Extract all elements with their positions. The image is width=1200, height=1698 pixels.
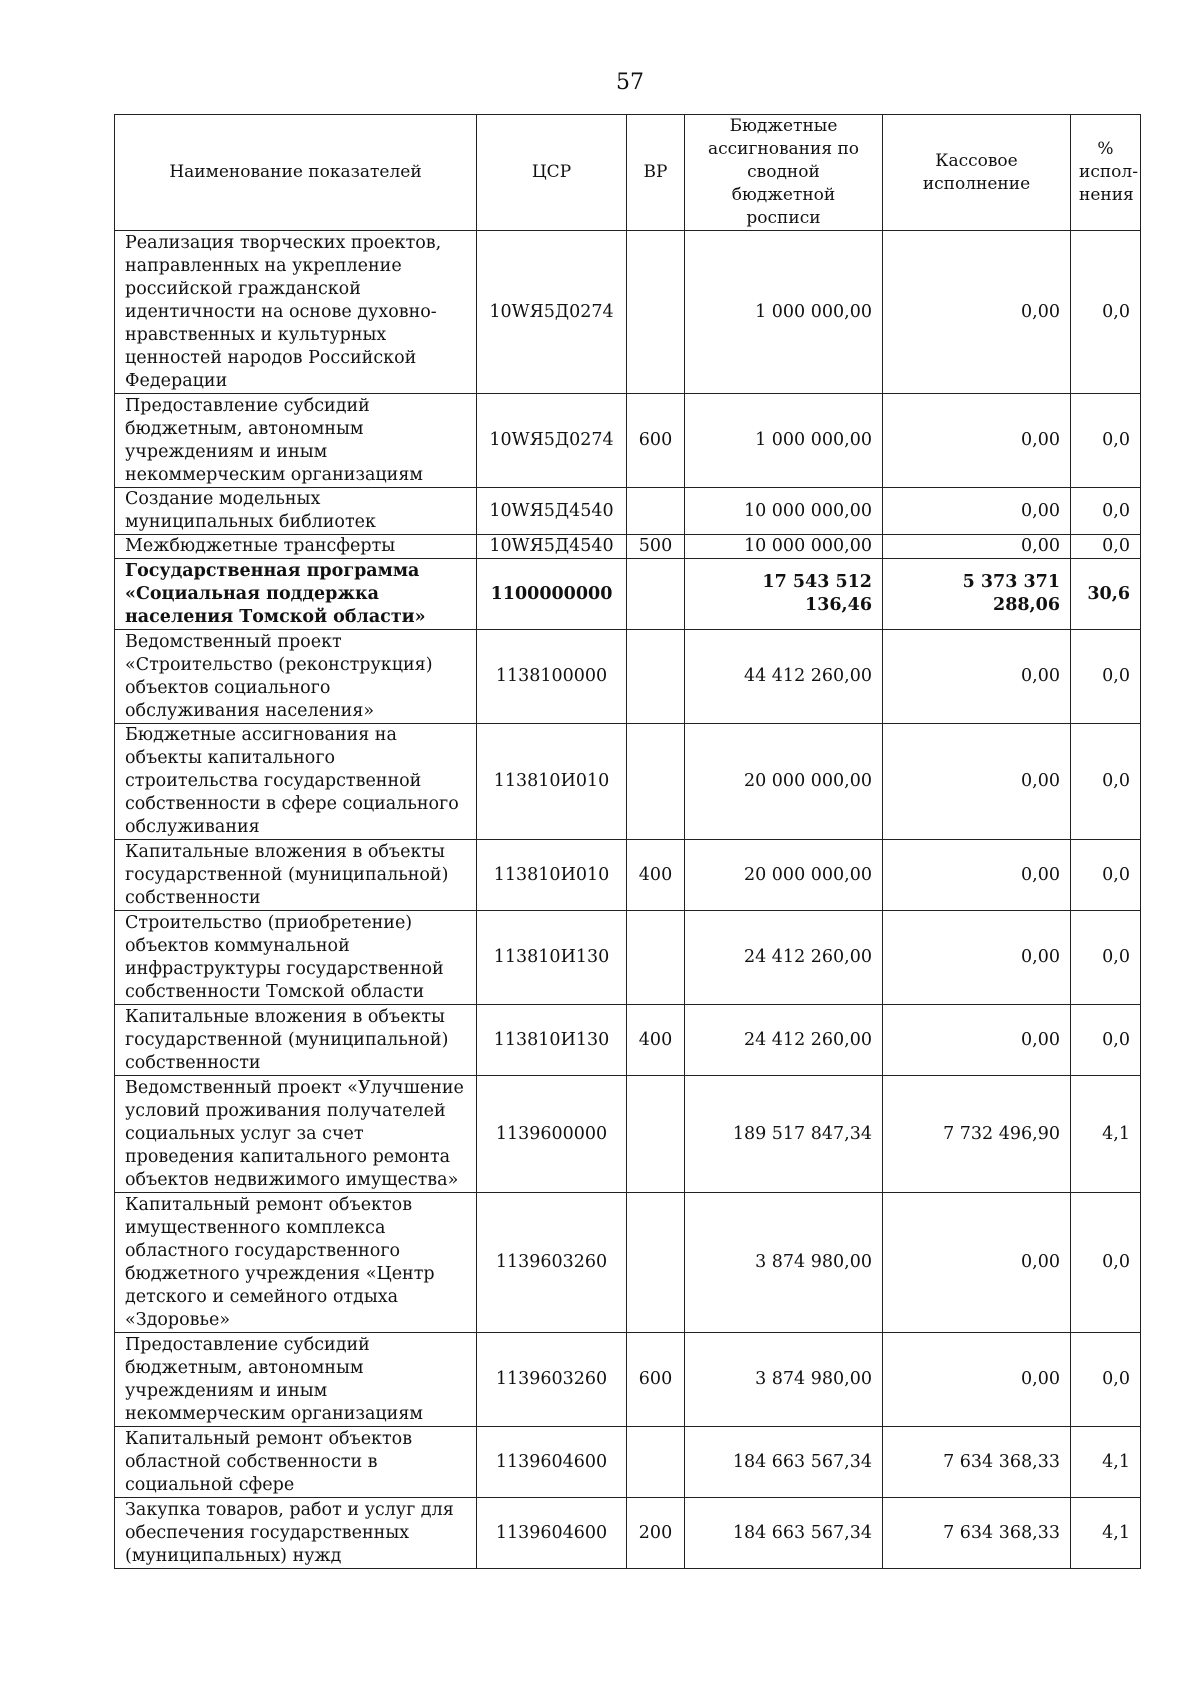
row-budget: 10 000 000,00	[685, 535, 883, 559]
row-cash: 7 634 368,33	[883, 1498, 1071, 1569]
table-row	[115, 724, 1141, 840]
row-name: Реализация творческих проектов, направленных на укрепление российской гражданской идентичности на основе духовно-нравственных и культурных ценностей народов Российской Федерации	[115, 231, 477, 394]
header-percent: % испол-нения	[1071, 115, 1141, 231]
row-csr: 1139604600	[477, 1498, 627, 1569]
table-row	[115, 559, 1141, 630]
row-name: Капитальные вложения в объекты государственной (муниципальной) собственности	[115, 1005, 477, 1076]
row-percent: 0,0	[1071, 1193, 1141, 1333]
row-percent: 4,1	[1071, 1076, 1141, 1193]
row-name: Ведомственный проект «Строительство (реконструкция) объектов социального обслуживания населения»	[115, 630, 477, 724]
row-vr: 600	[627, 1333, 685, 1427]
row-csr: 1139603260	[477, 1333, 627, 1427]
row-vr: 200	[627, 1498, 685, 1569]
row-vr	[627, 559, 685, 630]
row-budget: 20 000 000,00	[685, 724, 883, 840]
row-vr	[627, 1427, 685, 1498]
row-csr: 1139603260	[477, 1193, 627, 1333]
row-vr	[627, 488, 685, 535]
row-budget: 24 412 260,00	[685, 1005, 883, 1076]
row-vr	[627, 911, 685, 1005]
row-csr: 1139600000	[477, 1076, 627, 1193]
row-vr	[627, 231, 685, 394]
table-row	[115, 911, 1141, 1005]
header-csr: ЦСР	[477, 115, 627, 231]
table-row	[115, 488, 1141, 535]
row-name: Создание модельных муниципальных библиотек	[115, 488, 477, 535]
row-cash: 5 373 371 288,06	[883, 559, 1071, 630]
table-row	[115, 535, 1141, 559]
row-vr: 500	[627, 535, 685, 559]
row-percent: 0,0	[1071, 1333, 1141, 1427]
budget-table	[114, 114, 1141, 1569]
row-cash: 0,00	[883, 911, 1071, 1005]
table-row	[115, 1427, 1141, 1498]
row-vr: 400	[627, 840, 685, 911]
row-percent: 0,0	[1071, 630, 1141, 724]
table-row	[115, 1333, 1141, 1427]
row-csr: 10WЯ5Д0274	[477, 231, 627, 394]
row-cash: 7 732 496,90	[883, 1076, 1071, 1193]
row-budget: 1 000 000,00	[685, 394, 883, 488]
row-percent: 0,0	[1071, 535, 1141, 559]
row-budget: 3 874 980,00	[685, 1193, 883, 1333]
table-row	[115, 1076, 1141, 1193]
header-budget: Бюджетные ассигнования по сводной бюджетной росписи	[685, 115, 883, 231]
table-row	[115, 394, 1141, 488]
row-vr	[627, 724, 685, 840]
row-percent: 0,0	[1071, 488, 1141, 535]
row-percent: 0,0	[1071, 911, 1141, 1005]
row-percent: 4,1	[1071, 1427, 1141, 1498]
row-csr: 10WЯ5Д0274	[477, 394, 627, 488]
row-budget: 184 663 567,34	[685, 1498, 883, 1569]
row-budget: 44 412 260,00	[685, 630, 883, 724]
row-vr: 600	[627, 394, 685, 488]
row-percent: 30,6	[1071, 559, 1141, 630]
table-row	[115, 1498, 1141, 1569]
row-csr: 113810И010	[477, 724, 627, 840]
table-row	[115, 1193, 1141, 1333]
row-cash: 0,00	[883, 630, 1071, 724]
row-csr: 10WЯ5Д4540	[477, 535, 627, 559]
header-vr: ВР	[627, 115, 685, 231]
row-budget: 10 000 000,00	[685, 488, 883, 535]
page-number: 57	[616, 70, 644, 95]
row-budget: 3 874 980,00	[685, 1333, 883, 1427]
row-name: Капитальный ремонт объектов областной собственности в социальной сфере	[115, 1427, 477, 1498]
row-vr	[627, 1193, 685, 1333]
row-csr: 113810И010	[477, 840, 627, 911]
row-csr: 1138100000	[477, 630, 627, 724]
row-budget: 17 543 512 136,46	[685, 559, 883, 630]
table-row	[115, 231, 1141, 394]
row-name: Государственная программа «Социальная поддержка населения Томской области»	[115, 559, 477, 630]
row-cash: 0,00	[883, 1193, 1071, 1333]
row-csr: 1100000000	[477, 559, 627, 630]
table-header-row	[115, 115, 1141, 231]
row-percent: 0,0	[1071, 394, 1141, 488]
header-name: Наименование показателей	[115, 115, 477, 231]
row-budget: 184 663 567,34	[685, 1427, 883, 1498]
row-csr: 113810И130	[477, 911, 627, 1005]
row-cash: 0,00	[883, 535, 1071, 559]
table-row	[115, 1005, 1141, 1076]
table-row	[115, 630, 1141, 724]
row-csr: 1139604600	[477, 1427, 627, 1498]
row-cash: 0,00	[883, 231, 1071, 394]
row-percent: 0,0	[1071, 840, 1141, 911]
row-cash: 0,00	[883, 840, 1071, 911]
row-cash: 0,00	[883, 488, 1071, 535]
row-cash: 7 634 368,33	[883, 1427, 1071, 1498]
row-budget: 1 000 000,00	[685, 231, 883, 394]
row-name: Капитальные вложения в объекты государственной (муниципальной) собственности	[115, 840, 477, 911]
row-percent: 0,0	[1071, 1005, 1141, 1076]
row-percent: 4,1	[1071, 1498, 1141, 1569]
row-name: Строительство (приобретение) объектов коммунальной инфраструктуры государственной собственности Томской области	[115, 911, 477, 1005]
header-cash: Кассовое исполнение	[883, 115, 1071, 231]
row-percent: 0,0	[1071, 724, 1141, 840]
row-csr: 113810И130	[477, 1005, 627, 1076]
row-percent: 0,0	[1071, 231, 1141, 394]
row-name: Бюджетные ассигнования на объекты капитального строительства государственной собственности в сфере социального обслуживания	[115, 724, 477, 840]
row-name: Предоставление субсидий бюджетным, автономным учреждениям и иным некоммерческим организациям	[115, 394, 477, 488]
row-cash: 0,00	[883, 1005, 1071, 1076]
row-vr: 400	[627, 1005, 685, 1076]
row-cash: 0,00	[883, 1333, 1071, 1427]
row-budget: 24 412 260,00	[685, 911, 883, 1005]
row-csr: 10WЯ5Д4540	[477, 488, 627, 535]
row-name: Капитальный ремонт объектов имущественного комплекса областного государственного бюджетного учреждения «Центр детского и семейного отдыха «Здоровье»	[115, 1193, 477, 1333]
row-name: Закупка товаров, работ и услуг для обеспечения государственных (муниципальных) нужд	[115, 1498, 477, 1569]
row-name: Межбюджетные трансферты	[115, 535, 477, 559]
row-name: Ведомственный проект «Улучшение условий проживания получателей социальных услуг за счет проведения капитального ремонта объектов недвижимого имущества»	[115, 1076, 477, 1193]
row-budget: 189 517 847,34	[685, 1076, 883, 1193]
row-vr	[627, 1076, 685, 1193]
row-name: Предоставление субсидий бюджетным, автономным учреждениям и иным некоммерческим организациям	[115, 1333, 477, 1427]
row-vr	[627, 630, 685, 724]
row-cash: 0,00	[883, 724, 1071, 840]
row-budget: 20 000 000,00	[685, 840, 883, 911]
row-cash: 0,00	[883, 394, 1071, 488]
table-row	[115, 840, 1141, 911]
